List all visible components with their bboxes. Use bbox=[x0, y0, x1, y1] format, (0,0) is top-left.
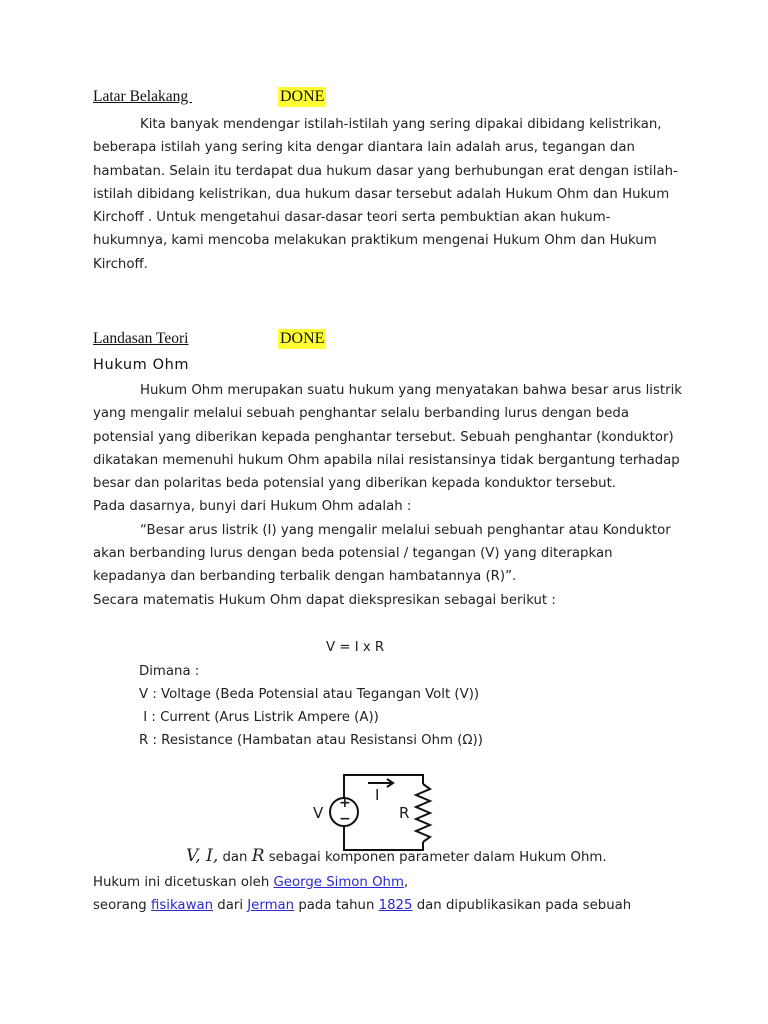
current-label: I bbox=[375, 786, 380, 804]
link-fisikawan[interactable]: fisikawan bbox=[150, 898, 214, 913]
ohm-circuit-diagram bbox=[305, 770, 440, 855]
minus-sign: − bbox=[339, 811, 351, 827]
link-1825[interactable]: 1825 bbox=[378, 898, 413, 913]
ohm-formula: V = I x R bbox=[326, 640, 385, 655]
source-label: V bbox=[313, 804, 324, 822]
hukum-ohm-quote: “Besar arus listrik (I) yang mengalir melalui sebuah penghantar atau Konduktor akan berbanding lurus dengan beda potensial / tegangan (V) yang diterapkan kepadanya dan berbanding terbalik dengan hambatannya (R)”. bbox=[93, 522, 671, 585]
plus-sign: + bbox=[339, 795, 351, 811]
section-heading-latar-belakang: Latar Belakang bbox=[93, 88, 192, 105]
done-badge: DONE bbox=[280, 330, 325, 347]
link-george-simon-ohm[interactable]: George Simon Ohm bbox=[273, 875, 404, 890]
caption-vars: V, I, bbox=[186, 846, 219, 866]
latar-belakang-paragraph: Kita banyak mendengar istilah-istilah yang sering dipakai dibidang kelistrikan, beberapa istilah yang sering kita dengar diantara lain adalah arus, tegangan dan hambatan. Selain itu terdapat dua hukum dasar yang berhubungan erat dengan istilah-istilah dibidang kelistrikan, dua hukum dasar tersebut adalah Hukum Ohm dan Hukum Kirchoff . Untuk mengetahui dasar-dasar teori serta pembuktian akan hukum-hukumnya, kami mencoba melakukan praktikum mengenai Hukum Ohm dan Hukum Kirchoff. bbox=[93, 117, 678, 272]
bunyi-intro: Pada dasarnya, bunyi dari Hukum Ohm adalah : bbox=[93, 499, 412, 515]
section-heading-landasan-teori: Landasan Teori bbox=[93, 330, 189, 347]
done-badge: DONE bbox=[280, 88, 325, 105]
credit-line-2: seorang fisikawan dari Jerman pada tahun 1825 dan dipublikasikan pada sebuah bbox=[93, 898, 632, 913]
credit-line-1: Hukum ini dicetuskan oleh George Simon Ohm, bbox=[93, 875, 409, 890]
circuit-icon bbox=[305, 770, 440, 855]
link-jerman[interactable]: Jerman bbox=[247, 898, 295, 913]
definition-current: I : Current (Arus Listrik Ampere (A)) bbox=[139, 710, 379, 725]
circuit-caption: V, I, dan R sebagai komponen parameter dalam Hukum Ohm. bbox=[186, 846, 607, 866]
definition-voltage: V : Voltage (Beda Potensial atau Tegangan Volt (V)) bbox=[139, 687, 480, 702]
caption-r: R bbox=[251, 846, 265, 866]
where-label: Dimana : bbox=[139, 664, 200, 679]
definition-resistance: R : Resistance (Hambatan atau Resistansi Ohm (Ω)) bbox=[139, 733, 483, 748]
math-intro: Secara matematis Hukum Ohm dapat diekspresikan sebagai berikut : bbox=[93, 592, 556, 608]
resistor-label: R bbox=[399, 804, 410, 822]
subheading-hukum-ohm: Hukum Ohm bbox=[93, 357, 190, 373]
hukum-ohm-paragraph: Hukum Ohm merupakan suatu hukum yang menyatakan bahwa besar arus listrik yang mengalir melalui sebuah penghantar selalu berbanding lurus dengan beda potensial yang diberikan kepada penghantar tersebut. Sebuah penghantar (konduktor) dikatakan memenuhi hukum Ohm apabila nilai resistansinya tidak bergantung terhadap besar dan polaritas beda potensial yang diberikan kepada konduktor tersebut. Pada dasarnya, bunyi dari Hukum Ohm adalah : “Besar arus listrik (I) yang mengalir melalui sebuah penghantar atau Konduktor akan berbanding lurus dengan beda potensial / tegangan (V) yang diterapkan kepadanya dan berbanding terbalik dengan hambatannya (R)”. Secara matematis Hukum Ohm dapat diekspresikan sebagai berikut : bbox=[93, 379, 683, 612]
